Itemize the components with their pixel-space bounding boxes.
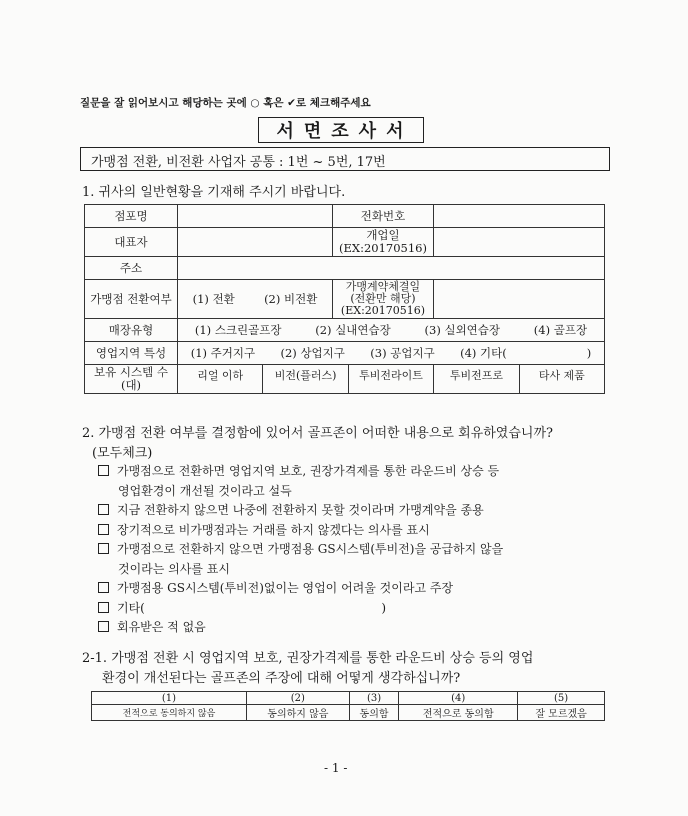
phone-field[interactable]	[434, 205, 605, 228]
checkbox-option[interactable]: 장기적으로 비가맹점과는 거래를 하지 않겠다는 의사를 표시	[98, 521, 610, 541]
scale-number[interactable]: (1)	[92, 692, 247, 705]
area-other-label: (4) 기타(	[460, 346, 507, 360]
area-industrial[interactable]: (3) 공업지구	[370, 346, 435, 360]
store-type-outdoor[interactable]: (3) 실외연습장	[424, 323, 501, 337]
checkbox-icon[interactable]	[98, 543, 109, 554]
scope-box: 가맹점 전환, 비전환 사업자 공통 : 1번 ~ 5번, 17번	[80, 147, 610, 171]
system-real-below[interactable]: 리얼 이하	[178, 365, 263, 393]
checkbox-icon[interactable]	[98, 621, 109, 632]
option-continuation: 것이라는 의사를 표시	[118, 561, 230, 576]
checkbox-option[interactable]: 지금 전환하지 않으면 나중에 전환하지 못할 것이라며 가맹계약을 종용	[98, 501, 610, 521]
question-2-1	[82, 649, 533, 689]
system-count-label: 보유 시스템 수 (대)	[85, 365, 178, 394]
option-continuation: 영업환경이 개선될 것이라고 설득	[118, 483, 292, 498]
question-2-text: 2. 가맹점 전환 여부를 결정함에 있어서 골프존이 어떠한 내용으로 회유하였습니까?	[82, 426, 553, 441]
checkbox-icon[interactable]	[98, 504, 109, 515]
question-2	[82, 424, 553, 464]
conversion-option-yes[interactable]: (1) 전환	[192, 292, 235, 306]
scale-number[interactable]: (4)	[399, 692, 518, 705]
checkbox-icon[interactable]	[98, 602, 109, 613]
document-title: 서면조사서	[258, 117, 424, 143]
scale-label[interactable]: 동의하지 않음	[246, 705, 349, 721]
system-other-brand[interactable]: 타사 제품	[538, 369, 585, 382]
system-vision-plus[interactable]: 비전(플러스)	[263, 365, 348, 393]
question-2-1-text-cont: 환경이 개선된다는 골프존의 주장에 대해 어떻게 생각하십니까?	[102, 671, 461, 686]
store-type-indoor[interactable]: (2) 실내연습장	[315, 323, 391, 337]
question-2-note: (모두체크)	[92, 446, 153, 461]
checkbox-icon[interactable]	[98, 524, 109, 535]
checkbox-option[interactable]: 기타( )	[98, 599, 610, 619]
scale-label[interactable]: 잘 모르겠음	[518, 705, 605, 721]
area-other[interactable]	[460, 345, 591, 361]
opening-date-label: 개업일 (EX:20170516)	[333, 228, 434, 257]
scale-label[interactable]: 동의함	[349, 705, 399, 721]
representative-label: 대표자	[85, 228, 178, 257]
store-name-field[interactable]	[178, 205, 333, 228]
representative-field[interactable]	[178, 228, 333, 257]
conversion-label: 가맹점 전환여부	[85, 280, 178, 319]
store-type-label: 매장유형	[85, 319, 178, 342]
conversion-option-no[interactable]: (2) 비전환	[264, 292, 318, 306]
system-twovision-pro[interactable]: 투비전프로	[434, 365, 519, 393]
area-options	[178, 342, 605, 365]
area-other-close: )	[586, 346, 592, 360]
area-commercial[interactable]: (2) 상업지구	[280, 346, 345, 360]
address-field[interactable]	[178, 257, 605, 280]
checkbox-option[interactable]: 가맹점용 GS시스템(투비전)없이는 영업이 어려울 것이라고 주장	[98, 579, 610, 599]
checkbox-option[interactable]: 회유받은 적 없음	[98, 618, 610, 638]
area-label: 영업지역 특성	[85, 342, 178, 365]
store-type-options	[178, 319, 605, 342]
checkbox-icon[interactable]	[98, 465, 109, 476]
address-label: 주소	[85, 257, 178, 280]
checkbox-option[interactable]: 가맹점으로 전환하지 않으면 가맹점용 GS시스템(투비전)을 공급하지 않을	[98, 540, 610, 560]
store-type-golf-course[interactable]: (4) 골프장	[533, 323, 588, 337]
question-2-1-text: 2-1. 가맹점 전환 시 영업지역 보호, 권장가격제를 통한 라운드비 상승 등의 영업	[82, 651, 534, 666]
checkbox-icon[interactable]	[98, 582, 109, 593]
store-type-screen[interactable]: (1) 스크린골프장	[194, 323, 282, 337]
question-2-options	[98, 462, 610, 638]
phone-label: 전화번호	[333, 205, 434, 228]
opening-date-field[interactable]	[434, 228, 605, 257]
general-info-table	[84, 204, 605, 394]
scale-number[interactable]: (5)	[518, 692, 605, 705]
checkbox-option[interactable]: 가맹점으로 전환하면 영업지역 보호, 권장가격제를 통한 라운드비 상승 등	[98, 462, 610, 482]
system-twovision-lite[interactable]: 투비전라이트	[349, 365, 434, 393]
agreement-scale-table	[91, 691, 605, 721]
conversion-options	[178, 280, 333, 319]
question-1: 1. 귀사의 일반현황을 기재해 주시기 바랍니다.	[82, 185, 346, 200]
scale-label[interactable]: 전적으로 동의하지 않음	[92, 705, 247, 721]
scale-number[interactable]: (3)	[349, 692, 399, 705]
contract-date-field[interactable]	[434, 280, 605, 319]
scale-label[interactable]: 전적으로 동의함	[399, 705, 518, 721]
page-number: - 1 -	[324, 761, 348, 775]
system-count-cells	[178, 365, 605, 394]
store-name-label: 점포명	[85, 205, 178, 228]
scale-number[interactable]: (2)	[246, 692, 349, 705]
area-residential[interactable]: (1) 주거지구	[190, 346, 256, 360]
contract-date-label: 가맹계약체결일 (전환만 해당) (EX:20170516)	[333, 280, 434, 319]
instruction-notice: 질문을 잘 읽어보시고 해당하는 곳에 ○ 혹은 ✔로 체크해주세요	[80, 97, 371, 109]
